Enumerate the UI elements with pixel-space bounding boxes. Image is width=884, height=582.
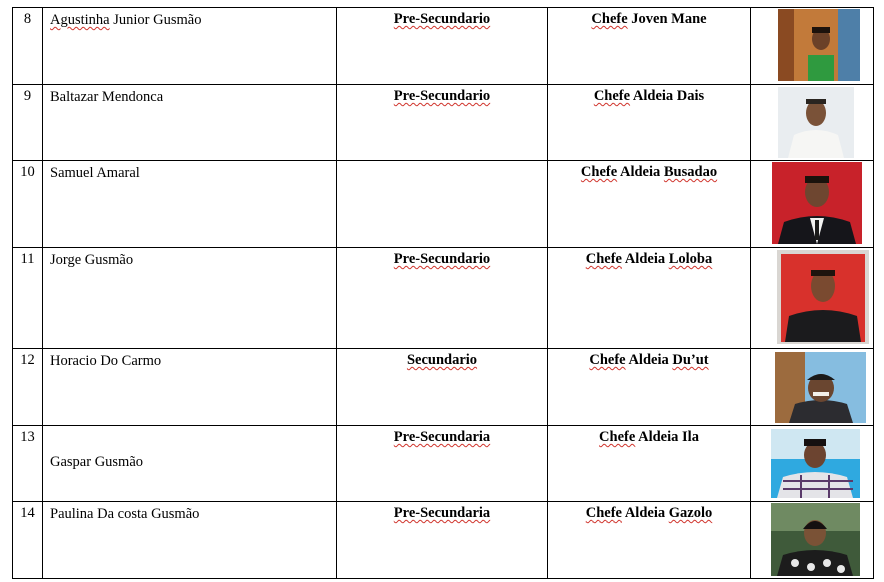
portrait-man-red-background bbox=[777, 250, 869, 344]
table-row bbox=[13, 426, 874, 502]
table-row bbox=[13, 85, 874, 161]
table-row bbox=[13, 349, 874, 426]
person-name: Gaspar Gusmão bbox=[43, 426, 337, 502]
photo-cell bbox=[751, 349, 874, 426]
table-row bbox=[13, 161, 874, 248]
photo-cell bbox=[751, 85, 874, 161]
row-number: 10 bbox=[13, 161, 43, 248]
education-level: Pre-Secundario bbox=[337, 248, 548, 349]
row-number: 9 bbox=[13, 85, 43, 161]
portrait-woman-patterned-blouse bbox=[771, 503, 860, 576]
portrait-man-smiling-cap bbox=[775, 352, 866, 423]
row-number: 13 bbox=[13, 426, 43, 502]
photo-cell bbox=[751, 502, 874, 579]
table-row bbox=[13, 248, 874, 349]
photo-cell bbox=[751, 8, 874, 85]
photo-cell bbox=[751, 248, 874, 349]
person-name: Horacio Do Carmo bbox=[43, 349, 337, 426]
officials-table bbox=[12, 7, 874, 579]
portrait-man-white-shirt bbox=[778, 87, 854, 158]
person-name: Paulina Da costa Gusmão bbox=[43, 502, 337, 579]
role-title: Chefe Aldeia Dais bbox=[548, 85, 751, 161]
portrait-man-plaid-shirt bbox=[771, 429, 860, 498]
education-level bbox=[337, 161, 548, 248]
person-name: Samuel Amaral bbox=[43, 161, 337, 248]
person-name: Agustinha Junior Gusmão bbox=[43, 8, 337, 85]
role-title: Chefe Aldeia Du’ut bbox=[548, 349, 751, 426]
table-row bbox=[13, 8, 874, 85]
role-title: Chefe Aldeia Loloba bbox=[548, 248, 751, 349]
education-level: Pre-Secundario bbox=[337, 85, 548, 161]
photo-cell bbox=[751, 426, 874, 502]
person-name: Jorge Gusmão bbox=[43, 248, 337, 349]
person-name: Baltazar Mendonca bbox=[43, 85, 337, 161]
education-level: Pre-Secundaria bbox=[337, 502, 548, 579]
row-number: 8 bbox=[13, 8, 43, 85]
education-level: Pre-Secundario bbox=[337, 8, 548, 85]
role-title: Chefe Aldeia Busadao bbox=[548, 161, 751, 248]
table-row bbox=[13, 502, 874, 579]
portrait-man-suit-red-background bbox=[772, 162, 862, 244]
role-title: Chefe Joven Mane bbox=[548, 8, 751, 85]
education-level: Pre-Secundaria bbox=[337, 426, 548, 502]
education-level: Secundario bbox=[337, 349, 548, 426]
portrait-woman-green-shirt bbox=[778, 9, 860, 81]
row-number: 14 bbox=[13, 502, 43, 579]
row-number: 11 bbox=[13, 248, 43, 349]
role-title: Chefe Aldeia Ila bbox=[548, 426, 751, 502]
row-number: 12 bbox=[13, 349, 43, 426]
role-title: Chefe Aldeia Gazolo bbox=[548, 502, 751, 579]
photo-cell bbox=[751, 161, 874, 248]
